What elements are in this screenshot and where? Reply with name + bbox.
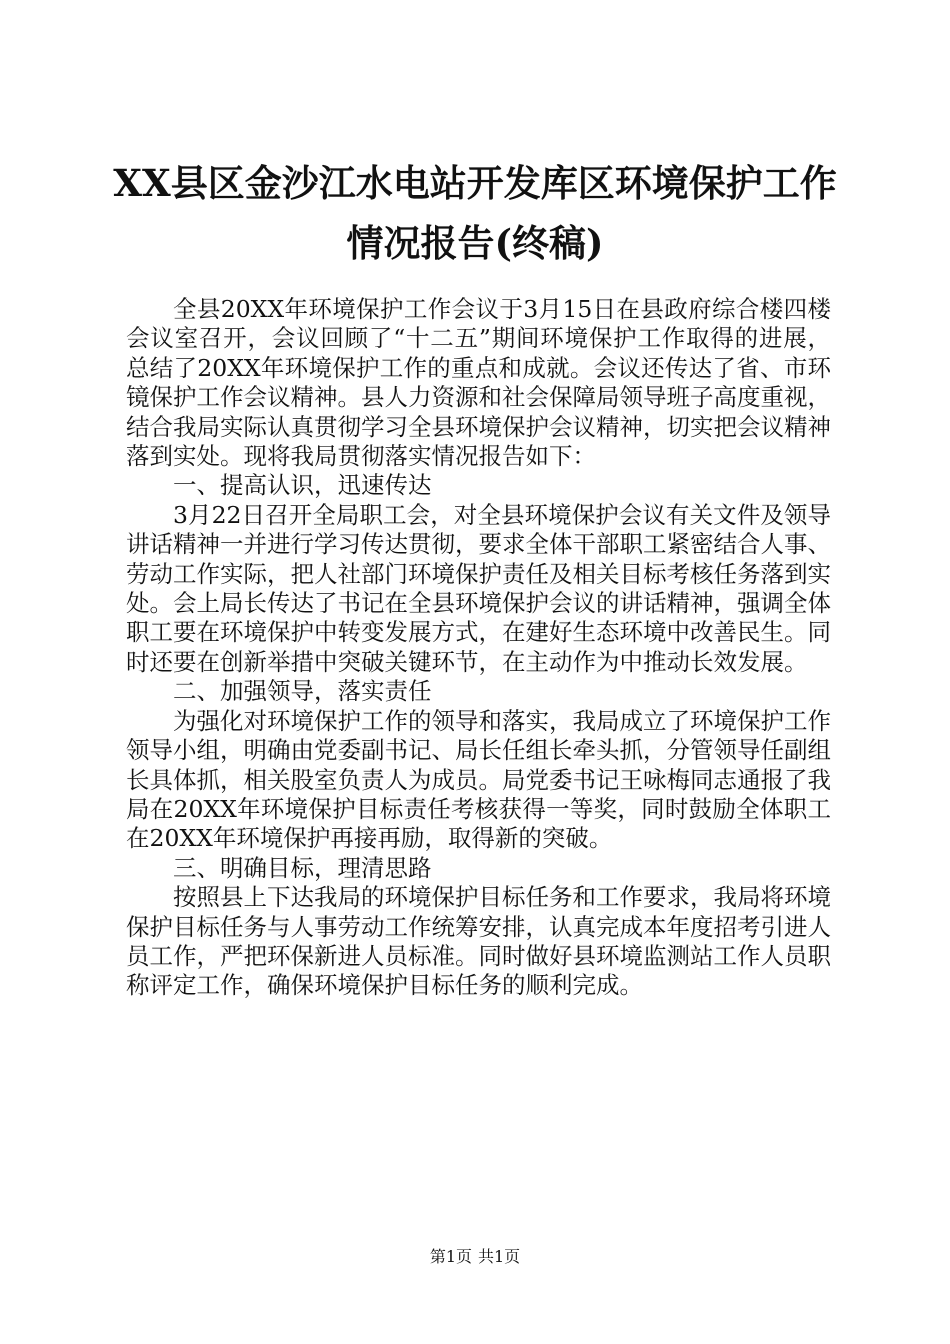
section-heading-1: 一、提高认识，迅速传达	[173, 471, 432, 500]
section-heading-3: 三、明确目标，理清思路	[173, 853, 432, 882]
document-title-line1: XX县区金沙江水电站开发库区环境保护工作	[113, 161, 837, 205]
section-heading-2: 二、加强领导，落实责任	[173, 677, 432, 706]
section-3-paragraph: 按照县上下达我局的环境保护目标任务和工作要求，我局将环境保护目标任务与人事劳动工作统筹安排，认真完成本年度招考引进人员工作，严把环保新进人员标准。同时做好县环境监测站工作人员职称评定工作，确保环境保护目标任务的顺利完成。	[126, 883, 831, 1000]
page-number: 第1页	[429, 1247, 472, 1266]
page-footer	[0, 1247, 950, 1267]
section-1-paragraph: 3月22日召开全局职工会，对全县环境保护会议有关文件及领导讲话精神一并进行学习传达贯彻，要求全体干部职工紧密结合人事、劳动工作实际，把人社部门环境保护责任及相关目标考核任务落到实处。会上局长传达了书记在全县环境保护会议的讲话精神，强调全体职工要在环境保护中转变发展方式，在建好生态环境中改善民生。同时还要在创新举措中突破关键环节，在主动作为中推动长效发展。	[126, 500, 831, 676]
intro-paragraph: 全县20XX年环境保护工作会议于3月15日在县政府综合楼四楼会议室召开，会议回顾了“十二五”期间环境保护工作取得的进展，总结了20XX年环境保护工作的重点和成就。会议还传达了省、市环镜保护工作会议精神。县人力资源和社会保障局领导班子高度重视，结合我局实际认真贯彻学习全县环境保护会议精神，切实把会议精神落到实处。现将我局贯彻落实情况报告如下：	[126, 295, 831, 471]
section-2-paragraph: 为强化对环境保护工作的领导和落实，我局成立了环境保护工作领导小组，明确由党委副书记、局长任组长牵头抓，分管领导任副组长具体抓，相关股室负责人为成员。局党委书记王咏梅同志通报了我局在20XX年环境保护目标责任考核获得一等奖，同时鼓励全体职工在20XX年环境保护再接再励，取得新的突破。	[126, 706, 831, 853]
document-title-line2: 情况报告(终稿)	[346, 221, 604, 265]
document-body	[126, 295, 831, 1001]
page-count: 共1页	[478, 1247, 521, 1266]
